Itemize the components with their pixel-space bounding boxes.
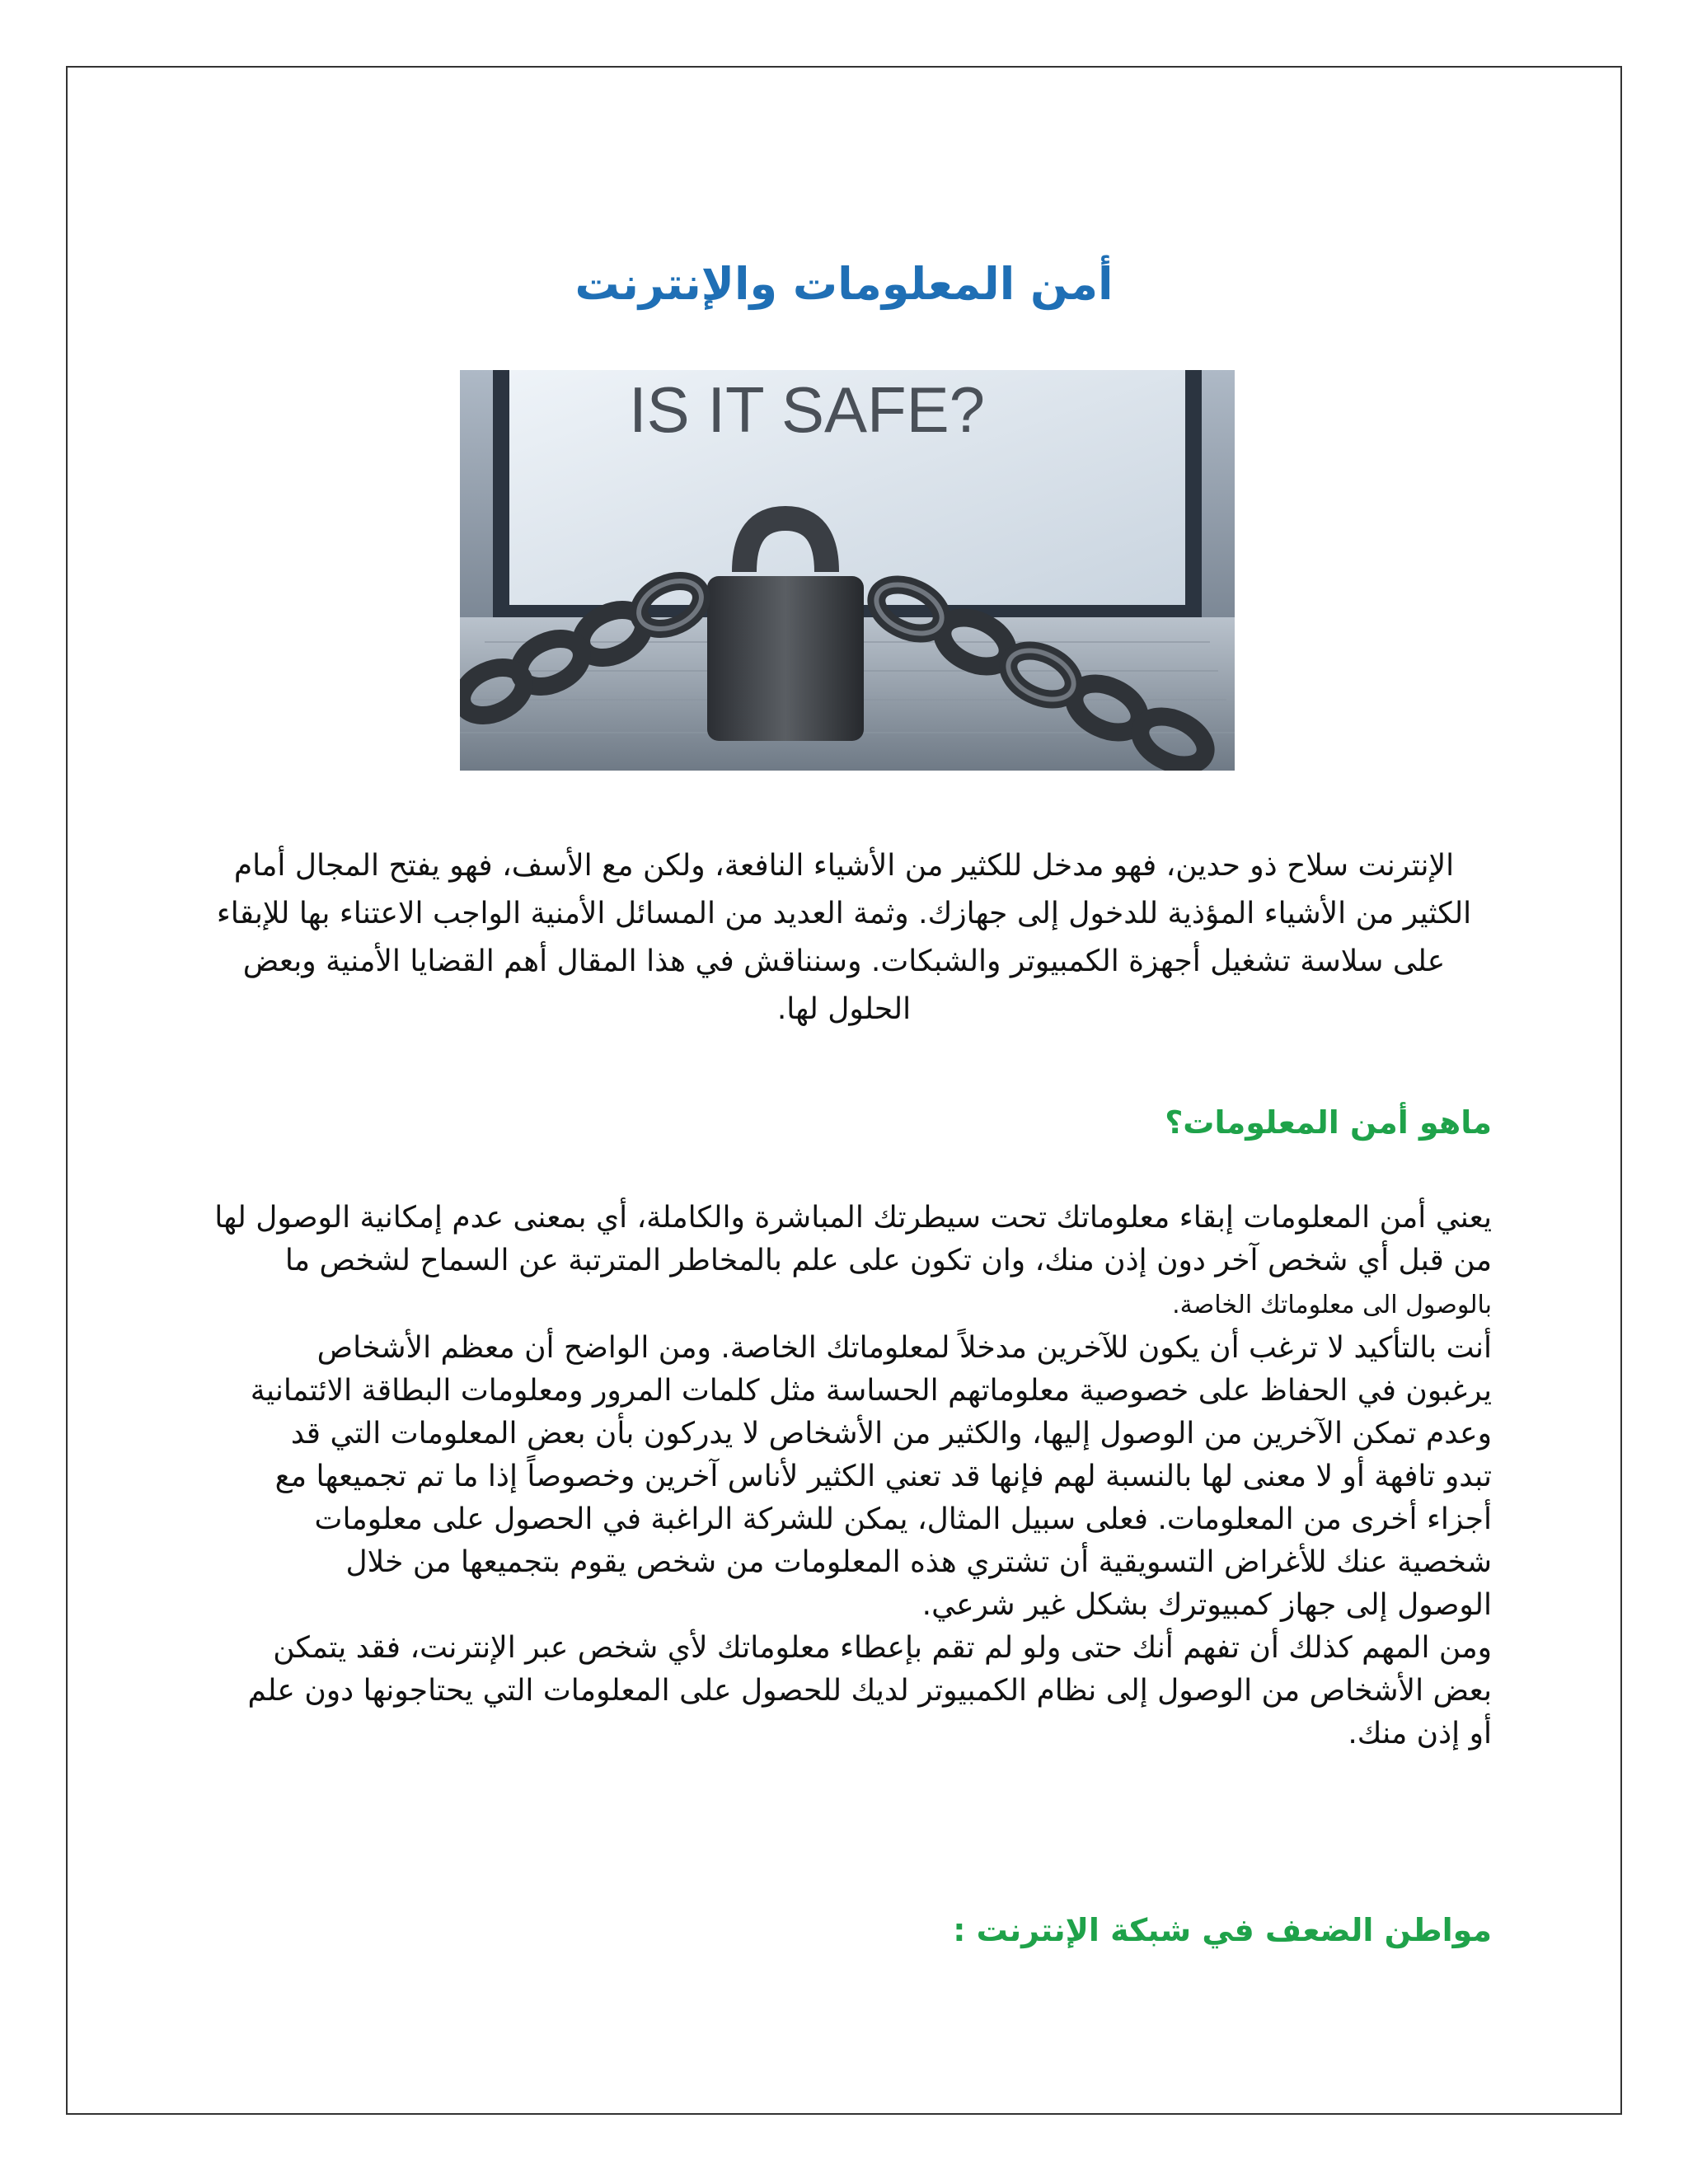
intro-line: الكثير من الأشياء المؤذية للدخول إلى جهازك. وثمة العديد من المسائل الأمنية الواجب الاعتناء بها للإبقاء (216, 897, 1472, 930)
intro-line: الحلول لها. (776, 992, 912, 1026)
section-heading-what-is-infosec: ماهو أمن المعلومات؟ (1165, 1104, 1492, 1141)
body-line: يرغبون في الحفاظ على خصوصية معلوماتهم الحساسة مثل كلمات المرور ومعلومات البطاقة الائتمانية (250, 1374, 1492, 1408)
body-line: بالوصول الى معلوماتك الخاصة. (1172, 1291, 1492, 1319)
body-line: أو إذن منك. (1348, 1717, 1492, 1750)
page-title: أمن المعلومات والإنترنت (574, 258, 1114, 310)
body-line: تبدو تافهة أو لا معنى لها بالنسبة لهم فإنها قد تعني الكثير لأناس آخرين وخصوصاً إذا ما تم تجميعها مع (274, 1460, 1492, 1493)
body-line: الوصول إلى جهاز كمبيوترك بشكل غير شرعي. (921, 1588, 1492, 1622)
body-line: وعدم تمكن الآخرين من الوصول إليها، والكثير من الأشخاص لا يدركون بأن بعض المعلومات التي قد (290, 1417, 1492, 1451)
body-line: بعض الأشخاص من الوصول إلى نظام الكمبيوتر لديك للحصول على المعلومات التي يحتاجونها دون علم (247, 1674, 1492, 1708)
body-line: أجزاء أخرى من المعلومات. فعلى سبيل المثال، يمكن للشركة الراغبة في الحصول على معلومات (314, 1502, 1492, 1536)
body-line: ومن المهم كذلك أن تفهم أنك حتى ولو لم تقم بإعطاء معلوماتك لأي شخص عبر الإنترنت، فقد يتمكن (273, 1631, 1492, 1665)
intro-paragraph (194, 842, 1494, 1033)
body-line: يعني أمن المعلومات إبقاء معلوماتك تحت سيطرتك المباشرة والكاملة، أي بمعنى عدم إمكانية الوصول لها (214, 1201, 1492, 1235)
hero-screen-text: IS IT SAFE? (629, 373, 986, 446)
body-line: شخصية عنك للأغراض التسويقية أن تشتري هذه المعلومات من شخص يقوم بتجميعها من خلال (345, 1545, 1492, 1579)
body-line: أنت بالتأكيد لا ترغب أن يكون للآخرين مدخلاً لمعلوماتك الخاصة. ومن الواضح أن معظم الأشخاص (316, 1331, 1492, 1365)
intro-line: على سلاسة تشغيل أجهزة الكمبيوتر والشبكات. وسنناقش في هذا المقال أهم القضايا الأمنية وبعض (242, 944, 1446, 978)
hero-image (460, 370, 1235, 771)
section-body-infosec (190, 1197, 1492, 1755)
body-line: من قبل أي شخص آخر دون إذن منك، وان تكون على علم بالمخاطر المترتبة عن السماح لشخص ما (284, 1244, 1492, 1277)
section-heading-internet-weaknesses: مواطن الضعف في شبكة الإنترنت : (953, 1912, 1492, 1948)
intro-line: الإنترنت سلاح ذو حدين، فهو مدخل للكثير من الأشياء النافعة، ولكن مع الأسف، فهو يفتح المجال أمام (233, 849, 1455, 883)
